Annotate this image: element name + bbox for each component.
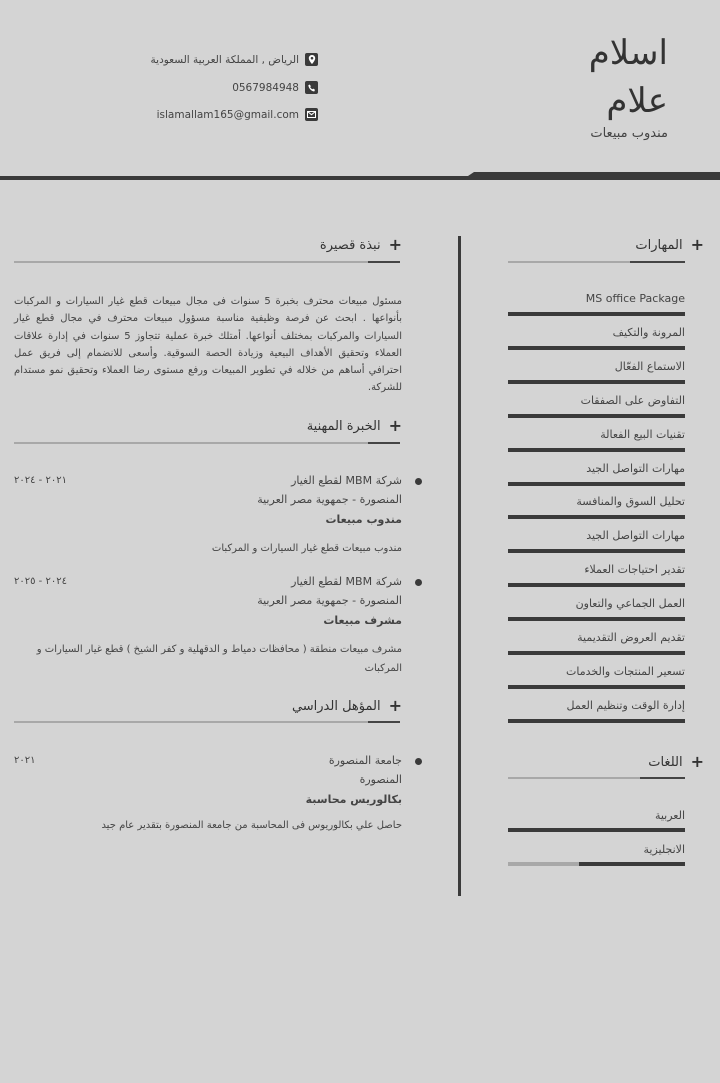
skill-item: تسعير المنتجات والخدمات — [566, 664, 685, 678]
languages-section-title — [648, 754, 704, 770]
skills-section-title — [635, 237, 704, 253]
education-title-text: المؤهل الدراسي — [291, 698, 381, 714]
language-item: الانجليزية — [643, 843, 685, 856]
skill-level-bar — [508, 414, 685, 418]
language-level-fill — [508, 828, 685, 832]
languages-title-underline — [508, 777, 685, 779]
skills-title-text: المهارات — [635, 237, 683, 253]
plus-icon: + — [388, 696, 402, 715]
skill-item: تحليل السوق والمنافسة — [576, 495, 685, 509]
skill-item: مهارات التواصل الجيد — [586, 529, 685, 543]
skill-item: MS office Package — [585, 292, 685, 305]
skill-level-bar — [508, 651, 685, 655]
plus-icon: + — [690, 752, 704, 771]
company-name: شركة MBM لقطع الغيار — [291, 474, 402, 487]
job-description: مشرف مبيعات منطقة ( محافظات دمياط و الدقهلية و كفر الشيخ ) قطع غيار السيارات و المركبات — [36, 644, 402, 674]
skill-level-bar — [508, 482, 685, 486]
skill-item: التفاوض على الصفقات — [580, 393, 685, 407]
contact-email — [157, 108, 318, 121]
skill-item: العمل الجماعي والتعاون — [575, 597, 685, 611]
column-divider — [458, 236, 461, 896]
language-level-bar — [508, 828, 685, 832]
education-description: حاصل علي بكالوريوس فى المحاسبة من جامعة المنصورة بتقدير عام جيد — [101, 820, 402, 831]
entry-bullet — [415, 579, 422, 586]
skill-item: المرونة والتكيف — [612, 325, 685, 339]
plus-icon: + — [690, 235, 704, 254]
experience-title-underline — [14, 442, 400, 444]
company-location: المنصورة - جمهوية مصر العربية — [257, 493, 402, 506]
skill-level-bar — [508, 515, 685, 519]
experience-title-text: الخبرة المهنية — [306, 418, 381, 434]
entry-date: ٢٠٢١ - ٢٠٢٤ — [14, 475, 67, 486]
entry-bullet — [415, 758, 422, 765]
skill-level-bar — [508, 346, 685, 350]
skill-level-bar — [508, 448, 685, 452]
skill-item: الاستماع الفعّال — [614, 359, 685, 373]
skill-level-bar — [508, 380, 685, 384]
education-section-title — [292, 698, 402, 714]
envelope-icon — [305, 108, 318, 121]
skill-level-bar — [508, 549, 685, 553]
language-level-fill — [579, 862, 685, 866]
skill-level-bar — [508, 617, 685, 621]
name-first: اسلام — [588, 33, 668, 73]
location-pin-icon — [305, 53, 318, 66]
contact-location — [151, 53, 318, 66]
language-item: العربية — [654, 809, 685, 822]
name-last: علام — [606, 81, 668, 121]
languages-title-text: اللغات — [648, 754, 683, 770]
entry-date: ٢٠٢٤ - ٢٠٢٥ — [14, 576, 67, 587]
job-role: مندوب مبيعات — [325, 513, 402, 526]
entry-date: ٢٠٢١ — [14, 755, 36, 766]
plus-icon: + — [388, 416, 402, 435]
job-title: مندوب مبيعات — [590, 126, 668, 141]
skill-item: مهارات التواصل الجيد — [586, 461, 685, 475]
skill-level-bar — [508, 312, 685, 316]
skill-item: إدارة الوقت وتنظيم العمل — [566, 698, 685, 712]
phone-text[interactable]: 0567984948 — [232, 81, 299, 94]
summary-text: مسئول مبيعات محترف بخبرة 5 سنوات فى مجال مبيعات قطع غيار السيارات و المركبات بأنواعها . ابحث عن فرصة وظيفية مناسبة مسؤول مبيعات محترف في مجال قطع غيار السيارات والمركبات بمختلف أنواعها. أمتلك خبرة عملية تتجاوز 5 سنوات في إدارة علاقات العملاء وتحقيق الأهداف البيعية وزيادة الحصة السوقية. وأسعى للانضمام إلى فريق عمل احترافي أساهم من خلاله في تطوير المبيعات ورفع مستوى رضا العملاء وتحقيق نمو مستدام للشركة. — [14, 296, 403, 394]
entry-bullet — [415, 478, 422, 485]
email-text[interactable]: islamallam165@gmail.com — [156, 108, 299, 121]
company-name: شركة MBM لقطع الغيار — [291, 575, 402, 588]
phone-icon — [305, 81, 318, 94]
skill-level-bar — [508, 583, 685, 587]
job-description: مندوب مبيعات قطع غيار السيارات و المركبات — [211, 543, 402, 554]
contact-phone — [232, 81, 318, 94]
skill-item: تقديم العروض التقديمية — [577, 631, 685, 644]
skills-title-underline — [508, 261, 685, 263]
school-name: جامعة المنصورة — [328, 754, 402, 767]
job-role: مشرف مبيعات — [323, 614, 402, 627]
summary-title-text: نبذة قصيرة — [319, 237, 381, 253]
experience-section-title — [307, 418, 402, 434]
company-location: المنصورة - جمهوية مصر العربية — [257, 594, 402, 607]
language-level-bar — [508, 862, 685, 866]
skill-level-bar — [508, 719, 685, 723]
plus-icon: + — [388, 235, 402, 254]
skill-item: تقدير احتياجات العملاء — [584, 563, 685, 577]
education-title-underline — [14, 721, 400, 723]
location-text: الرياض , المملكة العربية السعودية — [150, 53, 299, 66]
header-divider-accent — [462, 172, 720, 180]
skill-item: تقنيات البيع الفعالة — [600, 427, 685, 441]
degree-name: بكالوريس محاسبة — [305, 793, 402, 806]
summary-section-title — [320, 237, 402, 253]
summary-title-underline — [14, 261, 400, 263]
skill-level-bar — [508, 685, 685, 689]
school-location: المنصورة — [359, 773, 402, 786]
